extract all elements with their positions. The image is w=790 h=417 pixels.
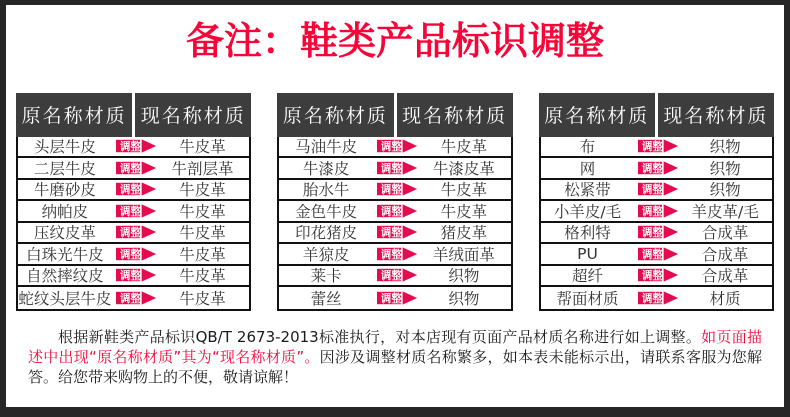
footer-text-before: 根据新鞋类产品标识QB/T 2673-2013标准执行，对本店现有页面产品材质名称进行如上调整。 xyxy=(58,327,702,346)
adjust-arrow-icon xyxy=(638,245,682,263)
new-material-name: 猪皮革 xyxy=(440,224,488,243)
old-material-name: 白珠光牛皮 xyxy=(26,245,104,264)
footer-note xyxy=(28,327,762,387)
svg-text:调整: 调整 xyxy=(119,141,141,154)
svg-text:调整: 调整 xyxy=(380,141,402,154)
table-row xyxy=(279,137,510,159)
adjust-arrow-icon xyxy=(116,202,160,220)
new-material-name: 羊绒面革 xyxy=(432,245,495,264)
svg-text:调整: 调整 xyxy=(380,205,402,218)
svg-text:调整: 调整 xyxy=(119,162,141,175)
new-material-name: 合成革 xyxy=(701,245,749,264)
new-material-name: 牛皮革 xyxy=(440,181,488,200)
old-material-name: 布 xyxy=(579,138,596,157)
material-table xyxy=(277,93,512,311)
new-material-name: 牛剖层革 xyxy=(171,159,234,178)
table-body xyxy=(539,137,774,311)
column-header-old-material: 原名称材质 xyxy=(21,105,127,128)
new-material-name: 织物 xyxy=(448,289,480,308)
table-row xyxy=(541,158,772,180)
tables-row xyxy=(6,93,784,311)
column-header-new-material: 现名称材质 xyxy=(402,105,508,128)
svg-text:调整: 调整 xyxy=(380,227,402,240)
old-material-name: 帮面材质 xyxy=(556,289,619,308)
table-row xyxy=(18,223,249,245)
new-material-name: 牛皮革 xyxy=(179,202,226,221)
table-row xyxy=(18,201,249,223)
table-row xyxy=(279,287,510,309)
table-row xyxy=(279,180,510,202)
old-material-name: 蛇纹头层牛皮 xyxy=(18,289,112,308)
old-material-name: 莱卡 xyxy=(310,267,342,286)
old-material-name: 头层牛皮 xyxy=(33,138,96,157)
new-material-name: 牛皮革 xyxy=(440,202,488,221)
adjust-arrow-icon xyxy=(116,137,160,155)
table-row xyxy=(279,201,510,223)
old-material-name: 网 xyxy=(579,159,596,178)
svg-text:调整: 调整 xyxy=(380,162,402,175)
svg-text:调整: 调整 xyxy=(642,162,664,175)
adjust-arrow-icon xyxy=(377,223,421,241)
adjust-arrow-icon xyxy=(638,137,682,155)
old-material-name: 牛磨砂皮 xyxy=(33,181,96,200)
new-material-name: 合成革 xyxy=(701,224,749,243)
footer-text-highlight: 如页面描述中出现“原名称材质”其为“现名称材质”。 xyxy=(28,327,762,366)
table-header xyxy=(277,93,512,137)
new-material-name: 材质 xyxy=(709,289,741,308)
old-material-name: 蕾丝 xyxy=(310,289,342,308)
adjust-arrow-icon xyxy=(116,266,160,284)
svg-text:调整: 调整 xyxy=(380,184,402,197)
adjust-arrow-icon xyxy=(638,202,682,220)
new-material-name: 羊皮革/毛 xyxy=(691,202,759,221)
table-header xyxy=(16,93,251,137)
table-row xyxy=(541,287,772,309)
svg-text:调整: 调整 xyxy=(642,141,664,154)
new-material-name: 织物 xyxy=(448,267,480,286)
svg-text:调整: 调整 xyxy=(642,184,664,197)
table-row xyxy=(541,223,772,245)
table-row xyxy=(541,137,772,159)
table-header xyxy=(539,93,774,137)
table-row xyxy=(18,244,249,266)
new-material-name: 牛皮革 xyxy=(179,138,226,157)
svg-text:调整: 调整 xyxy=(642,205,664,218)
page-title: 备注：鞋类产品标识调整 xyxy=(185,19,604,63)
adjust-arrow-icon xyxy=(377,289,421,307)
new-material-name: 牛皮革 xyxy=(179,181,226,200)
adjust-arrow-icon xyxy=(377,202,421,220)
svg-text:调整: 调整 xyxy=(642,248,664,261)
svg-text:调整: 调整 xyxy=(380,292,402,305)
svg-text:调整: 调整 xyxy=(380,270,402,283)
table-row xyxy=(18,158,249,180)
new-material-name: 牛皮革 xyxy=(179,245,226,264)
adjust-arrow-icon xyxy=(377,137,421,155)
old-material-name: 压纹皮革 xyxy=(33,224,96,243)
new-material-name: 牛皮革 xyxy=(179,224,226,243)
column-header-old-material: 原名称材质 xyxy=(544,105,650,128)
old-material-name: 格利特 xyxy=(564,224,611,243)
adjust-arrow-icon xyxy=(638,289,682,307)
column-header-new-material: 现名称材质 xyxy=(140,105,246,128)
adjust-arrow-icon xyxy=(116,245,160,263)
svg-text:调整: 调整 xyxy=(642,270,664,283)
adjust-arrow-icon xyxy=(377,266,421,284)
old-material-name: 二层牛皮 xyxy=(33,159,96,178)
adjust-arrow-icon xyxy=(377,159,421,177)
svg-text:调整: 调整 xyxy=(119,205,141,218)
adjust-arrow-icon xyxy=(116,159,160,177)
table-row xyxy=(541,266,772,288)
adjust-arrow-icon xyxy=(638,180,682,198)
old-material-name: 羊猄皮 xyxy=(302,245,350,264)
material-table xyxy=(16,93,251,311)
old-material-name: 马油牛皮 xyxy=(295,138,358,157)
table-body xyxy=(277,137,512,311)
svg-text:调整: 调整 xyxy=(119,248,141,261)
column-header-old-material: 原名称材质 xyxy=(282,105,388,128)
table-row xyxy=(18,180,249,202)
table-row xyxy=(279,223,510,245)
table-row xyxy=(541,180,772,202)
new-material-name: 牛漆皮革 xyxy=(432,159,495,178)
adjust-arrow-icon xyxy=(638,223,682,241)
svg-text:调整: 调整 xyxy=(380,248,402,261)
table-row xyxy=(279,158,510,180)
adjust-arrow-icon xyxy=(638,266,682,284)
svg-text:调整: 调整 xyxy=(119,227,141,240)
table-row xyxy=(18,137,249,159)
adjust-arrow-icon xyxy=(116,289,160,307)
old-material-name: 胎水牛 xyxy=(302,181,350,200)
old-material-name: PU xyxy=(577,244,598,263)
old-material-name: 自然摔纹皮 xyxy=(26,267,104,286)
adjust-arrow-icon xyxy=(377,180,421,198)
old-material-name: 松紧带 xyxy=(564,181,611,200)
new-material-name: 牛皮革 xyxy=(179,267,226,286)
new-material-name: 织物 xyxy=(709,138,741,157)
adjust-arrow-icon xyxy=(116,180,160,198)
old-material-name: 牛漆皮 xyxy=(302,159,350,178)
new-material-name: 牛皮革 xyxy=(440,138,488,157)
table-row xyxy=(541,201,772,223)
new-material-name: 牛皮革 xyxy=(179,289,226,308)
svg-text:调整: 调整 xyxy=(642,227,664,240)
old-material-name: 超纤 xyxy=(571,267,603,286)
svg-text:调整: 调整 xyxy=(119,292,141,305)
column-header-new-material: 现名称材质 xyxy=(663,105,769,128)
old-material-name: 印花猪皮 xyxy=(295,224,358,243)
svg-text:调整: 调整 xyxy=(642,292,664,305)
old-material-name: 小羊皮/毛 xyxy=(553,202,622,221)
table-row xyxy=(541,244,772,266)
table-row xyxy=(18,266,249,288)
new-material-name: 织物 xyxy=(709,181,741,200)
adjust-arrow-icon xyxy=(116,223,160,241)
svg-text:调整: 调整 xyxy=(119,270,141,283)
old-material-name: 金色牛皮 xyxy=(295,202,358,221)
old-material-name: 纳帕皮 xyxy=(41,202,89,221)
table-row xyxy=(279,244,510,266)
adjust-arrow-icon xyxy=(377,245,421,263)
adjust-arrow-icon xyxy=(638,159,682,177)
material-table xyxy=(539,93,774,311)
table-body xyxy=(16,137,251,311)
footer-text-after: 因涉及调整材质名称繁多，如本表未能标示出，请联系客服为您解答。给您带来购物上的不便，敬请谅解！ xyxy=(28,347,762,386)
new-material-name: 织物 xyxy=(709,159,741,178)
svg-text:调整: 调整 xyxy=(119,184,141,197)
new-material-name: 合成革 xyxy=(701,267,749,286)
table-row xyxy=(279,266,510,288)
table-row xyxy=(18,287,249,309)
